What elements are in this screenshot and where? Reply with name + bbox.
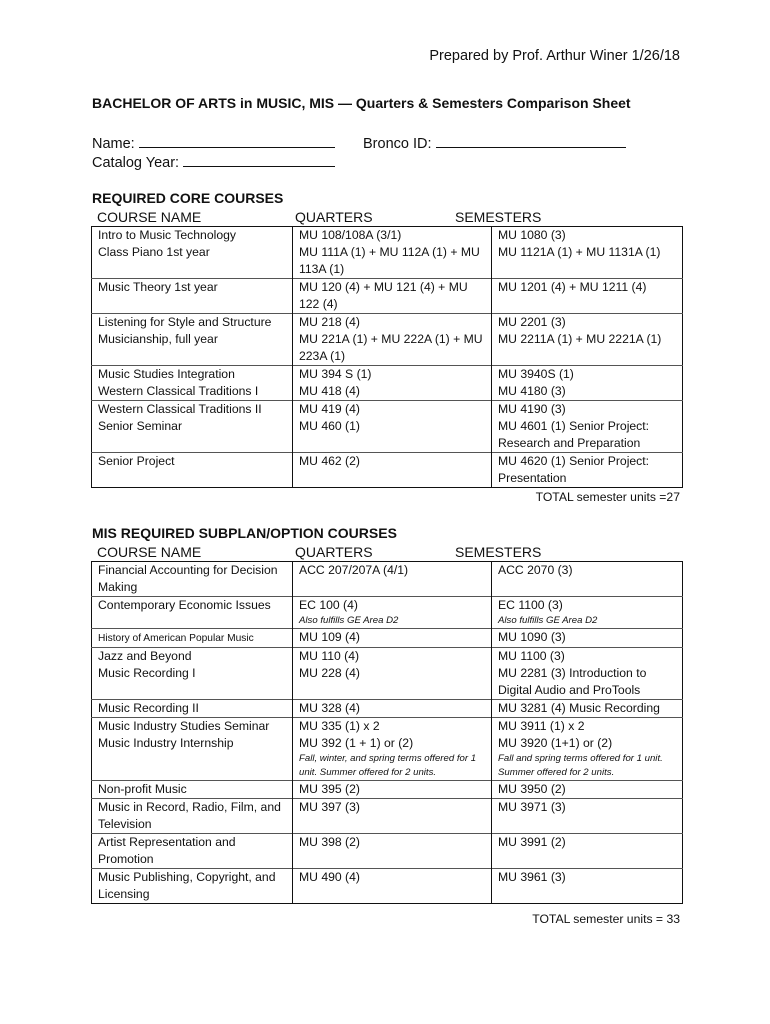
quarters-cell-text: MU 221A (1) + MU 222A (1) + MU 223A (1) xyxy=(299,332,483,363)
bronco-id-label: Bronco ID: xyxy=(363,136,432,152)
course-name-cell xyxy=(92,648,293,666)
semesters-cell xyxy=(492,869,683,904)
course-name-cell xyxy=(92,629,293,648)
semesters-cell-text: MU 3991 (2) xyxy=(498,835,566,849)
course-name-cell xyxy=(92,331,293,366)
quarters-cell xyxy=(293,799,492,834)
semesters-cell-text: MU 1100 (3) xyxy=(498,649,565,663)
quarters-cell xyxy=(293,418,492,453)
quarters-cell xyxy=(293,562,492,597)
quarters-cell-text: MU 394 S (1) xyxy=(299,367,372,381)
quarters-cell xyxy=(293,597,492,629)
course-name-cell-text: Music Studies Integration xyxy=(98,367,235,381)
course-name-cell xyxy=(92,869,293,904)
core-total: TOTAL semester units =27 xyxy=(535,490,680,504)
course-name-cell-text: Music in Record, Radio, Film, and Television xyxy=(98,800,281,831)
course-name-cell xyxy=(92,735,293,781)
table-row xyxy=(92,700,683,718)
semesters-cell xyxy=(492,331,683,366)
bronco-id-row xyxy=(363,133,626,152)
course-name-cell xyxy=(92,314,293,332)
table-row xyxy=(92,227,683,245)
quarters-cell xyxy=(293,279,492,314)
mis-courses-table xyxy=(91,561,683,904)
course-name-cell xyxy=(92,781,293,799)
course-name-cell-text: Western Classical Traditions II xyxy=(98,402,262,416)
course-name-cell xyxy=(92,366,293,384)
course-name-cell-text: Music Publishing, Copyright, and Licensing xyxy=(98,870,276,901)
course-name-cell-text: Senior Seminar xyxy=(98,419,182,433)
semesters-cell-text: MU 4180 (3) xyxy=(498,384,566,398)
catalog-year-row xyxy=(92,152,335,171)
quarters-cell xyxy=(293,665,492,700)
quarters-cell xyxy=(293,227,492,245)
quarters-cell xyxy=(293,718,492,736)
table-row xyxy=(92,799,683,834)
semesters-cell-text: MU 3950 (2) xyxy=(498,782,566,796)
semesters-cell-text: MU 3281 (4) Music Recording xyxy=(498,701,660,715)
semesters-cell xyxy=(492,383,683,401)
table-row xyxy=(92,401,683,419)
quarters-cell-text: MU 228 (4) xyxy=(299,666,360,680)
mis-col-semesters: SEMESTERS xyxy=(455,544,542,560)
table-row xyxy=(92,366,683,384)
semesters-cell-text: MU 1121A (1) + MU 1131A (1) xyxy=(498,245,661,259)
table-row xyxy=(92,869,683,904)
semesters-cell xyxy=(492,453,683,488)
semesters-cell-text: MU 1080 (3) xyxy=(498,228,566,242)
semesters-cell xyxy=(492,799,683,834)
table-row xyxy=(92,834,683,869)
prepared-by: Prepared by Prof. Arthur Winer 1/26/18 xyxy=(429,48,680,64)
course-name-cell-text: Financial Accounting for Decision Making xyxy=(98,563,278,594)
course-name-cell-text: Jazz and Beyond xyxy=(98,649,192,663)
course-note: Also fulfills GE Area D2 xyxy=(498,615,598,626)
quarters-cell-text: MU 335 (1) x 2 xyxy=(299,719,380,733)
table-row xyxy=(92,244,683,279)
table-row xyxy=(92,314,683,332)
course-name-cell-text: Music Industry Studies Seminar xyxy=(98,719,270,733)
table-row xyxy=(92,562,683,597)
core-col-quarters: QUARTERS xyxy=(295,209,373,225)
quarters-cell-text: MU 419 (4) xyxy=(299,402,360,416)
bronco-id-field[interactable] xyxy=(436,133,626,148)
course-name-cell-text: Musicianship, full year xyxy=(98,332,218,346)
quarters-cell xyxy=(293,781,492,799)
semesters-cell xyxy=(492,562,683,597)
catalog-year-field[interactable] xyxy=(183,152,335,167)
quarters-cell-text: EC 100 (4) xyxy=(299,598,358,612)
quarters-cell-text: MU 418 (4) xyxy=(299,384,360,398)
quarters-cell xyxy=(293,383,492,401)
course-name-cell-text: History of American Popular Music xyxy=(98,633,254,644)
quarters-cell-text: MU 108/108A (3/1) xyxy=(299,228,402,242)
course-name-cell-text: Music Recording II xyxy=(98,701,199,715)
quarters-cell xyxy=(293,244,492,279)
quarters-cell xyxy=(293,314,492,332)
quarters-cell xyxy=(293,834,492,869)
semesters-cell-text: MU 3940S (1) xyxy=(498,367,574,381)
course-name-cell xyxy=(92,453,293,488)
quarters-cell-text: ACC 207/207A (4/1) xyxy=(299,563,409,577)
semesters-cell xyxy=(492,781,683,799)
course-name-cell-text: Intro to Music Technology xyxy=(98,228,236,242)
semesters-cell-text: MU 2211A (1) + MU 2221A (1) xyxy=(498,332,662,346)
course-name-cell-text: Listening for Style and Structure xyxy=(98,315,272,329)
course-name-cell-text: Non-profit Music xyxy=(98,782,187,796)
quarters-cell xyxy=(293,401,492,419)
mis-total: TOTAL semester units = 33 xyxy=(532,912,680,926)
mis-heading: MIS REQUIRED SUBPLAN/OPTION COURSES xyxy=(92,525,397,541)
course-name-cell xyxy=(92,597,293,629)
core-courses-table xyxy=(91,226,683,488)
course-name-cell-text: Class Piano 1st year xyxy=(98,245,210,259)
course-name-cell-text: Contemporary Economic Issues xyxy=(98,598,271,612)
quarters-cell-text: MU 397 (3) xyxy=(299,800,360,814)
semesters-cell xyxy=(492,401,683,419)
table-row xyxy=(92,279,683,314)
quarters-cell-text: MU 218 (4) xyxy=(299,315,360,329)
quarters-cell-text: MU 392 (1 + 1) or (2) xyxy=(299,736,414,750)
course-name-cell-text: Senior Project xyxy=(98,454,175,468)
semesters-cell-text: MU 4601 (1) Senior Project: Research and Preparation xyxy=(498,419,650,450)
semesters-cell xyxy=(492,834,683,869)
semesters-cell-text: MU 4620 (1) Senior Project: Presentation xyxy=(498,454,650,485)
semesters-cell xyxy=(492,735,683,781)
name-field-row xyxy=(92,133,335,152)
quarters-cell xyxy=(293,629,492,648)
semesters-cell xyxy=(492,648,683,666)
table-row xyxy=(92,453,683,488)
course-name-cell xyxy=(92,227,293,245)
course-name-cell xyxy=(92,718,293,736)
mis-col-quarters: QUARTERS xyxy=(295,544,373,560)
semesters-cell xyxy=(492,314,683,332)
core-col-course: COURSE NAME xyxy=(97,209,202,225)
semesters-cell-text: MU 3920 (1+1) or (2) xyxy=(498,736,613,750)
quarters-cell-text: MU 328 (4) xyxy=(299,701,360,715)
table-row xyxy=(92,331,683,366)
course-name-cell xyxy=(92,834,293,869)
course-name-cell xyxy=(92,665,293,700)
semesters-cell xyxy=(492,366,683,384)
course-name-cell xyxy=(92,401,293,419)
quarters-cell-text: MU 490 (4) xyxy=(299,870,360,884)
semesters-cell xyxy=(492,597,683,629)
course-name-cell-text: Western Classical Traditions I xyxy=(98,384,259,398)
quarters-cell-text: MU 398 (2) xyxy=(299,835,360,849)
course-name-cell xyxy=(92,244,293,279)
semesters-cell-text: MU 1201 (4) + MU 1211 (4) xyxy=(498,280,647,294)
semesters-cell xyxy=(492,244,683,279)
quarters-cell xyxy=(293,648,492,666)
core-heading: REQUIRED CORE COURSES xyxy=(92,190,284,206)
course-name-cell xyxy=(92,799,293,834)
quarters-cell xyxy=(293,453,492,488)
course-name-cell-text: Artist Representation and Promotion xyxy=(98,835,236,866)
table-row xyxy=(92,735,683,781)
table-row xyxy=(92,418,683,453)
quarters-cell-text: MU 109 (4) xyxy=(299,630,360,644)
quarters-cell xyxy=(293,331,492,366)
course-name-cell xyxy=(92,279,293,314)
page-title: BACHELOR OF ARTS in MUSIC, MIS — Quarters & Semesters Comparison Sheet xyxy=(92,95,631,111)
semesters-cell xyxy=(492,629,683,648)
course-name-cell-text: Music Recording I xyxy=(98,666,196,680)
course-note: Fall, winter, and spring terms offered for 1 unit. Summer offered for 2 units. xyxy=(299,753,477,778)
semesters-cell xyxy=(492,279,683,314)
semesters-cell-text: MU 2281 (3) Introduction to Digital Audio and ProTools xyxy=(498,666,647,697)
quarters-cell xyxy=(293,700,492,718)
core-col-semesters: SEMESTERS xyxy=(455,209,542,225)
course-name-cell xyxy=(92,383,293,401)
name-field[interactable] xyxy=(139,133,335,148)
quarters-cell-text: MU 395 (2) xyxy=(299,782,360,796)
semesters-cell-text: MU 3911 (1) x 2 xyxy=(498,719,585,733)
name-label: Name: xyxy=(92,136,135,152)
quarters-cell xyxy=(293,735,492,781)
quarters-cell xyxy=(293,366,492,384)
semesters-cell-text: MU 1090 (3) xyxy=(498,630,566,644)
quarters-cell-text: MU 111A (1) + MU 112A (1) + MU 113A (1) xyxy=(299,245,480,276)
semesters-cell xyxy=(492,700,683,718)
course-name-cell xyxy=(92,418,293,453)
table-row xyxy=(92,781,683,799)
semesters-cell xyxy=(492,665,683,700)
semesters-cell-text: MU 4190 (3) xyxy=(498,402,566,416)
table-row xyxy=(92,629,683,648)
quarters-cell-text: MU 110 (4) xyxy=(299,649,360,663)
semesters-cell xyxy=(492,227,683,245)
quarters-cell-text: MU 460 (1) xyxy=(299,419,360,433)
course-note: Fall and spring terms offered for 1 unit. Summer offered for 2 units. xyxy=(498,753,663,778)
table-row xyxy=(92,597,683,629)
table-row xyxy=(92,665,683,700)
quarters-cell-text: MU 462 (2) xyxy=(299,454,360,468)
table-row xyxy=(92,383,683,401)
quarters-cell xyxy=(293,869,492,904)
course-name-cell-text: Music Theory 1st year xyxy=(98,280,218,294)
course-name-cell xyxy=(92,562,293,597)
semesters-cell-text: MU 3961 (3) xyxy=(498,870,566,884)
course-name-cell xyxy=(92,700,293,718)
semesters-cell xyxy=(492,418,683,453)
semesters-cell xyxy=(492,718,683,736)
semesters-cell-text: MU 3971 (3) xyxy=(498,800,566,814)
semesters-cell-text: MU 2201 (3) xyxy=(498,315,566,329)
table-row xyxy=(92,648,683,666)
quarters-cell-text: MU 120 (4) + MU 121 (4) + MU 122 (4) xyxy=(299,280,468,311)
course-name-cell-text: Music Industry Internship xyxy=(98,736,234,750)
semesters-cell-text: EC 1100 (3) xyxy=(498,598,563,612)
catalog-year-label: Catalog Year: xyxy=(92,155,180,171)
mis-col-course: COURSE NAME xyxy=(97,544,202,560)
course-note: Also fulfills GE Area D2 xyxy=(299,615,399,626)
table-row xyxy=(92,718,683,736)
semesters-cell-text: ACC 2070 (3) xyxy=(498,563,573,577)
